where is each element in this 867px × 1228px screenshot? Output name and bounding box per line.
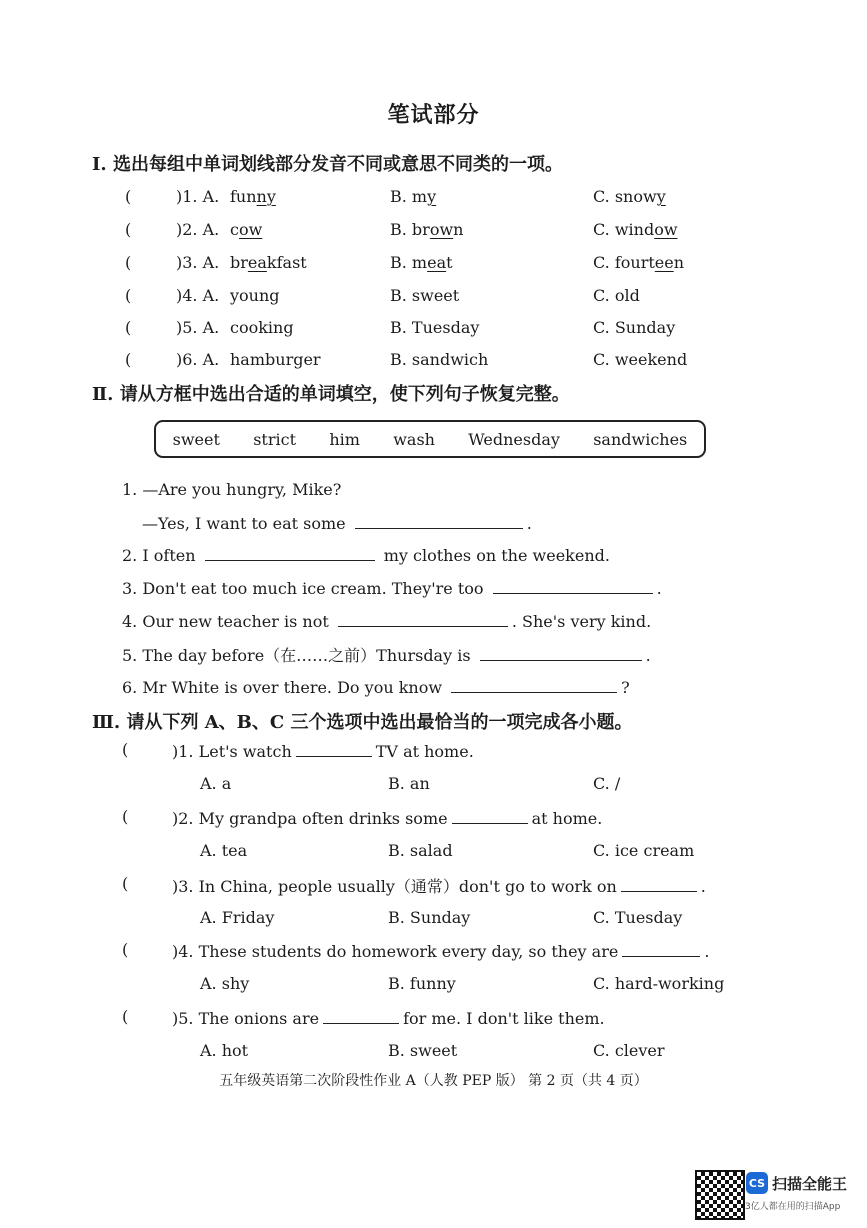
- mc-options-row: [0, 841, 867, 865]
- option-b[interactable]: B. sweet: [388, 1041, 458, 1060]
- fill-text: .: [645, 646, 651, 665]
- option-a: funny: [230, 187, 276, 206]
- answer-blank[interactable]: [323, 1007, 399, 1024]
- fill-line-4: [122, 610, 651, 631]
- fill-text: my clothes on the weekend.: [383, 546, 610, 565]
- answer-paren[interactable]: (: [125, 318, 132, 337]
- answer-blank[interactable]: [205, 544, 375, 561]
- option-b: B. sandwich: [390, 350, 489, 369]
- page-footer: 五年级英语第二次阶段性作业 A（人教 PEP 版） 第 2 页（共 4 页）: [219, 1073, 648, 1089]
- mc-question: [0, 807, 867, 831]
- option-b: B. my: [390, 187, 437, 206]
- mc-question: [0, 940, 867, 964]
- fill-text: 2. I often: [122, 546, 196, 565]
- option-b: B. brown: [390, 220, 464, 239]
- option-b: B. Tuesday: [390, 318, 480, 337]
- option-b[interactable]: B. funny: [388, 974, 456, 993]
- mc-question: [0, 1007, 867, 1031]
- answer-paren[interactable]: (: [125, 187, 132, 206]
- fill-line-1a: [122, 480, 341, 499]
- mc-options-row: [0, 1041, 867, 1065]
- option-c[interactable]: C. Tuesday: [593, 908, 683, 927]
- option-c: C. old: [593, 286, 640, 305]
- option-c: C. snowy: [593, 187, 666, 206]
- option-c[interactable]: C. clever: [593, 1041, 665, 1060]
- option-a: hamburger: [230, 350, 321, 369]
- question-text: )3. In China, people usually（通常）don't go to work on .: [172, 877, 706, 896]
- fill-text: 3. Don't eat too much ice cream. They're too: [122, 579, 484, 598]
- answer-blank[interactable]: [493, 577, 653, 594]
- fill-line-5: [122, 643, 651, 666]
- option-a: breakfast: [230, 253, 307, 272]
- option-a: cow: [230, 220, 263, 239]
- section-2-heading: Ⅱ. 请从方框中选出合适的单词填空，使下列句子恢复完整。: [92, 384, 570, 405]
- answer-paren[interactable]: (: [125, 286, 132, 305]
- answer-blank[interactable]: [621, 875, 697, 892]
- fill-text: .: [656, 579, 662, 598]
- question-text: )2. My grandpa often drinks some at home.: [172, 809, 603, 828]
- option-a[interactable]: A. tea: [200, 841, 248, 860]
- answer-blank[interactable]: [622, 940, 700, 957]
- camscanner-logo-icon: CS: [746, 1172, 768, 1194]
- option-a[interactable]: A. shy: [200, 974, 250, 993]
- word-bank-item: sandwiches: [593, 429, 688, 449]
- pronunciation-item-row: [0, 286, 867, 310]
- option-a[interactable]: A. hot: [200, 1041, 249, 1060]
- item-number: )4. A.: [176, 286, 220, 305]
- qr-code-icon: [695, 1170, 745, 1220]
- option-c[interactable]: C. hard-working: [593, 974, 725, 993]
- fill-text: 1. —Are you hungry, Mike?: [122, 480, 342, 499]
- pronunciation-item-row: [0, 220, 867, 244]
- brand-tagline: 3亿人都在用的扫描App: [745, 1202, 841, 1212]
- pronunciation-item-row: [0, 318, 867, 342]
- item-number: )2. A.: [176, 220, 220, 239]
- option-a[interactable]: A. Friday: [200, 908, 275, 927]
- answer-paren[interactable]: (: [122, 807, 129, 826]
- option-b[interactable]: B. an: [388, 774, 430, 793]
- option-b[interactable]: B. Sunday: [388, 908, 471, 927]
- word-bank-item: strict: [253, 429, 297, 449]
- section-3-heading: Ⅲ. 请从下列 A、B、C 三个选项中选出最恰当的一项完成各小题。: [92, 712, 633, 733]
- pronunciation-item-row: [0, 253, 867, 277]
- item-number: )5. A.: [176, 318, 220, 337]
- option-c: C. window: [593, 220, 678, 239]
- fill-text: 5. The day before（在……之前）Thursday is: [122, 646, 471, 665]
- brand-name: 扫描全能王: [772, 1174, 848, 1193]
- word-bank-box: [154, 420, 706, 458]
- item-number: )3. A.: [176, 253, 220, 272]
- scanner-brand: [746, 1172, 847, 1194]
- section-1-heading: Ⅰ. 选出每组中单词划线部分发音不同或意思不同类的一项。: [92, 154, 563, 175]
- word-bank-item: sweet: [172, 429, 220, 449]
- mc-question: [0, 874, 867, 898]
- option-c: C. Sunday: [593, 318, 676, 337]
- page-title: 笔试部分: [387, 102, 480, 128]
- answer-blank[interactable]: [451, 676, 617, 693]
- question-text: )1. Let's watch TV at home.: [172, 742, 474, 761]
- mc-question: [0, 740, 867, 764]
- fill-text: 6. Mr White is over there. Do you know: [122, 678, 443, 697]
- fill-line-3: [122, 577, 662, 598]
- answer-blank[interactable]: [338, 610, 508, 627]
- option-a[interactable]: A. a: [200, 774, 232, 793]
- word-bank-item: Wednesday: [468, 429, 560, 449]
- option-a: young: [230, 286, 280, 305]
- answer-paren[interactable]: (: [122, 874, 129, 893]
- fill-text: 4. Our new teacher is not: [122, 612, 329, 631]
- fill-text: ?: [621, 678, 630, 697]
- option-c[interactable]: C. ice cream: [593, 841, 695, 860]
- fill-text: —Yes, I want to eat some: [142, 514, 346, 533]
- item-number: )1. A.: [176, 187, 220, 206]
- answer-paren[interactable]: (: [125, 220, 132, 239]
- word-bank-item: him: [329, 429, 360, 449]
- option-b[interactable]: B. salad: [388, 841, 453, 860]
- option-b: B. sweet: [390, 286, 460, 305]
- option-c: C. weekend: [593, 350, 688, 369]
- option-b: B. meat: [390, 253, 453, 272]
- answer-blank[interactable]: [480, 644, 642, 661]
- pronunciation-item-row: [0, 187, 867, 211]
- mc-options-row: [0, 908, 867, 932]
- mc-options-row: [0, 774, 867, 798]
- answer-paren[interactable]: (: [125, 350, 132, 369]
- option-c[interactable]: C. /: [593, 774, 621, 793]
- word-bank-item: wash: [393, 429, 435, 449]
- fill-line-2: [122, 544, 610, 565]
- answer-blank[interactable]: [452, 807, 528, 824]
- fill-text: .: [526, 514, 532, 533]
- answer-paren[interactable]: (: [122, 740, 129, 759]
- answer-paren[interactable]: (: [122, 940, 129, 959]
- answer-paren[interactable]: (: [125, 253, 132, 272]
- item-number: )6. A.: [176, 350, 220, 369]
- option-a: cooking: [230, 318, 294, 337]
- answer-blank[interactable]: [355, 512, 523, 529]
- fill-text: . She's very kind.: [511, 612, 652, 631]
- question-text: )5. The onions are for me. I don't like them.: [172, 1009, 605, 1028]
- answer-paren[interactable]: (: [122, 1007, 129, 1026]
- answer-blank[interactable]: [296, 740, 372, 757]
- mc-options-row: [0, 974, 867, 998]
- fill-line-6: [122, 676, 630, 697]
- question-text: )4. These students do homework every day, so they are .: [172, 942, 710, 961]
- fill-line-1b: [142, 512, 532, 533]
- option-c: C. fourteen: [593, 253, 685, 272]
- pronunciation-item-row: [0, 350, 867, 374]
